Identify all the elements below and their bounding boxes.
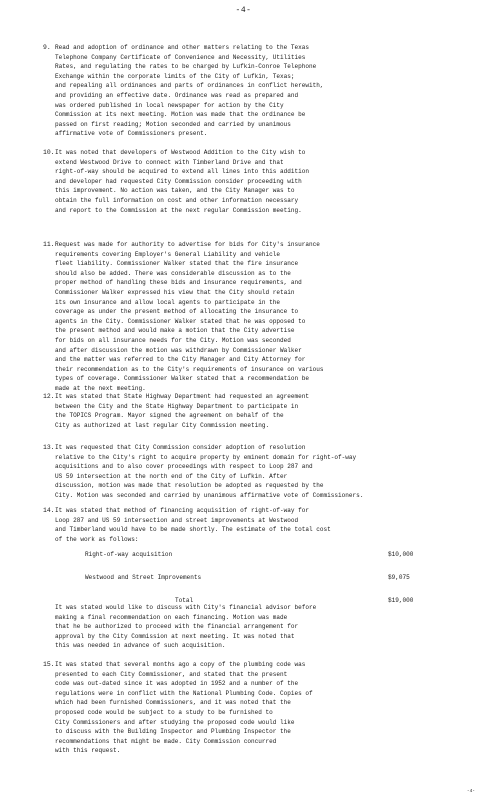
item-text-line: recommendations that might be made. City Commission concurred bbox=[55, 737, 277, 745]
footer-mark: -4- bbox=[466, 789, 475, 794]
item-text-line: with this request. bbox=[55, 747, 121, 755]
item-text-line: regulations were in conflict with the National Plumbing Code. Copies of bbox=[55, 689, 313, 697]
item-text-line: Request was made for authority to advertise for bids for City's insurance bbox=[55, 241, 320, 248]
item-text-line: requirements covering Employer's General Liability and vehicle bbox=[55, 250, 280, 258]
item-text-line: US 59 intersection at the north end of the City of Lufkin. After bbox=[55, 472, 288, 480]
item-text-line: Loop 287 and US 59 intersection and street improvements at Westwood bbox=[55, 516, 299, 524]
item-text-line: Read and adoption of ordinance and other matters relating to the Texas bbox=[55, 44, 310, 51]
item-text-line: of the work as follows: bbox=[55, 535, 139, 543]
item-text-line: and Timberland would have to be made shortly. The estimate of the total cost bbox=[55, 526, 331, 534]
cost-label: Right-of-way acquisition bbox=[85, 551, 173, 558]
item-text-line: this improvement. No action was taken, and the City Manager was to bbox=[55, 187, 295, 195]
item-text-line: this was needed in advance of such acquisition. bbox=[55, 642, 226, 650]
minutes-item bbox=[43, 392, 440, 430]
item-text-line: which had been furnished Commissioners, and it was noted that the bbox=[55, 699, 291, 707]
item-text-line: It was stated that State Highway Department had requested an agreement bbox=[55, 393, 310, 400]
item-number: 14. bbox=[43, 507, 55, 514]
cost-amount: $10,000 bbox=[388, 551, 414, 558]
item-text-line: Commissioner Walker expressed his view that the City should retain bbox=[55, 288, 295, 296]
page-number: -4- bbox=[235, 6, 252, 15]
minutes-item bbox=[55, 603, 440, 651]
item-text-line: for bids on all insurance needs for the City. Motion was seconded bbox=[55, 336, 291, 344]
cost-amount: $19,000 bbox=[388, 597, 414, 604]
item-text-line: right-of-way should be acquired to extend all lines into this addition bbox=[55, 168, 310, 176]
item-number: 10. bbox=[43, 149, 55, 156]
item-text-line: proposed code would be subject to a study to be furnished to bbox=[55, 708, 273, 716]
item-text-line: affirmative vote of Commissioners present. bbox=[55, 130, 208, 138]
item-text-line: It was stated that several months ago a copy of the plumbing code was bbox=[55, 661, 306, 668]
item-text-line: the present method and would make a motion that the City advertise bbox=[55, 327, 295, 335]
item-text-line: was ordered published in local newspaper for action by the City bbox=[55, 101, 284, 109]
item-text-line: and report to the Commission at the next regular Commission meeting. bbox=[55, 206, 302, 214]
item-text-line: made at the next meeting. bbox=[55, 384, 146, 392]
item-text-line: obtain the full information on cost and other information necessary bbox=[55, 196, 299, 204]
cost-label: Total bbox=[175, 597, 194, 604]
minutes-item bbox=[43, 443, 440, 501]
item-text-line: presented to each City Commissioner, and stated that the present bbox=[55, 670, 288, 678]
item-text-line: approval by the City Commission at next meeting. It was noted that bbox=[55, 632, 295, 640]
item-text-line: It was stated that method of financing acquisition of right-of-way for bbox=[55, 507, 310, 514]
item-text-line: It was requested that City Commission consider adoption of resolution bbox=[55, 444, 306, 451]
item-text-line: its own insurance and allow local agents to participate in the bbox=[55, 298, 280, 306]
item-text-line: coverage as under the present method of allocating the insurance to bbox=[55, 308, 299, 316]
minutes-item bbox=[43, 43, 440, 139]
item-number: 13. bbox=[43, 444, 55, 451]
item-text-line: to discuss with the Building Inspector and Plumbing Inspector the bbox=[55, 728, 291, 736]
item-number: 12. bbox=[43, 393, 55, 400]
item-text-line: relative to the City's right to acquire property by eminent domain for right-of-way bbox=[55, 453, 357, 461]
item-text-line: and after discussion the motion was withdrawn by Commissioner Walker bbox=[55, 346, 302, 354]
item-text-line: extend Westwood Drive to connect with Timberland Drive and that bbox=[55, 158, 284, 166]
item-text-line: passed on first reading; Motion seconded and carried by unanimous bbox=[55, 120, 291, 128]
minutes-item bbox=[43, 148, 440, 215]
item-text-line: making a final recommendation on each financing. Motion was made bbox=[55, 613, 288, 621]
item-text-line: that he be authorized to proceed with the financial arrangement for bbox=[55, 623, 299, 631]
minutes-item bbox=[43, 506, 440, 544]
item-text-line: proper method of handling these bids and insurance requirements, and bbox=[55, 279, 302, 287]
item-text-line: and the matter was referred to the City Manager and City Attorney for bbox=[55, 356, 306, 364]
item-text-line: code was out-dated since it was adopted in 1952 and a number of the bbox=[55, 680, 299, 688]
minutes-item bbox=[43, 240, 440, 394]
item-text-line: agents in the City. Commissioner Walker stated that he was opposed to bbox=[55, 317, 306, 325]
item-text-line: City as authorized at last regular City Commission meeting. bbox=[55, 421, 270, 429]
item-text-line: City. Motion was seconded and carried by unanimous affirmative vote of Commissioners. bbox=[55, 491, 364, 499]
minutes-item bbox=[43, 660, 440, 756]
item-text-line: Exchange within the corporate limits of the City of Lufkin, Texas; bbox=[55, 72, 295, 80]
item-text-line: It was noted that developers of Westwood Addition to the City wish to bbox=[55, 149, 306, 156]
cost-amount: $9,075 bbox=[388, 574, 410, 581]
item-text-line: and providing an effective date. Ordinance was read as prepared and bbox=[55, 91, 299, 99]
item-text-line: the TOPICS Program. Mayor signed the agreement on behalf of the bbox=[55, 412, 284, 420]
item-text-line: discussion, motion was made that resolution be adopted as requested by the bbox=[55, 482, 324, 490]
item-text-line: and repealing all ordinances and parts of ordinances in conflict herewith, bbox=[55, 82, 324, 90]
item-text-line: Commission at its next meeting. Motion was made that the ordinance be bbox=[55, 111, 306, 119]
item-number: 9. bbox=[43, 44, 51, 51]
item-text-line: between the City and the State Highway Department to participate in bbox=[55, 402, 299, 410]
item-text-line: their recommendation as to the City's requirements of insurance on various bbox=[55, 365, 324, 373]
item-text-line: should also be added. There was considerable discussion as to the bbox=[55, 269, 291, 277]
item-text-line: and developer had requested City Commission consider proceeding with bbox=[55, 177, 302, 185]
item-number: 11. bbox=[43, 241, 55, 248]
item-text-line: Telephone Company Certificate of Convenience and Necessity, Utilities bbox=[55, 53, 306, 61]
item-text-line: acquisitions and to also cover proceedings with respect to Loop 287 and bbox=[55, 463, 313, 471]
item-text-line: City Commissioners and after studying the proposed code would like bbox=[55, 718, 295, 726]
item-text-line: Rates, and regulating the rates to be charged by Lufkin-Conroe Telephone bbox=[55, 63, 317, 71]
item-text-line: types of coverage. Commissioner Walker stated that a recommendation be bbox=[55, 375, 310, 383]
cost-label: Westwood and Street Improvements bbox=[85, 574, 202, 581]
item-text-line: It was stated would like to discuss with City's financial advisor before bbox=[55, 604, 317, 611]
item-number: 15. bbox=[43, 661, 55, 668]
item-text-line: fleet liability. Commissioner Walker stated that the fire insurance bbox=[55, 260, 299, 268]
